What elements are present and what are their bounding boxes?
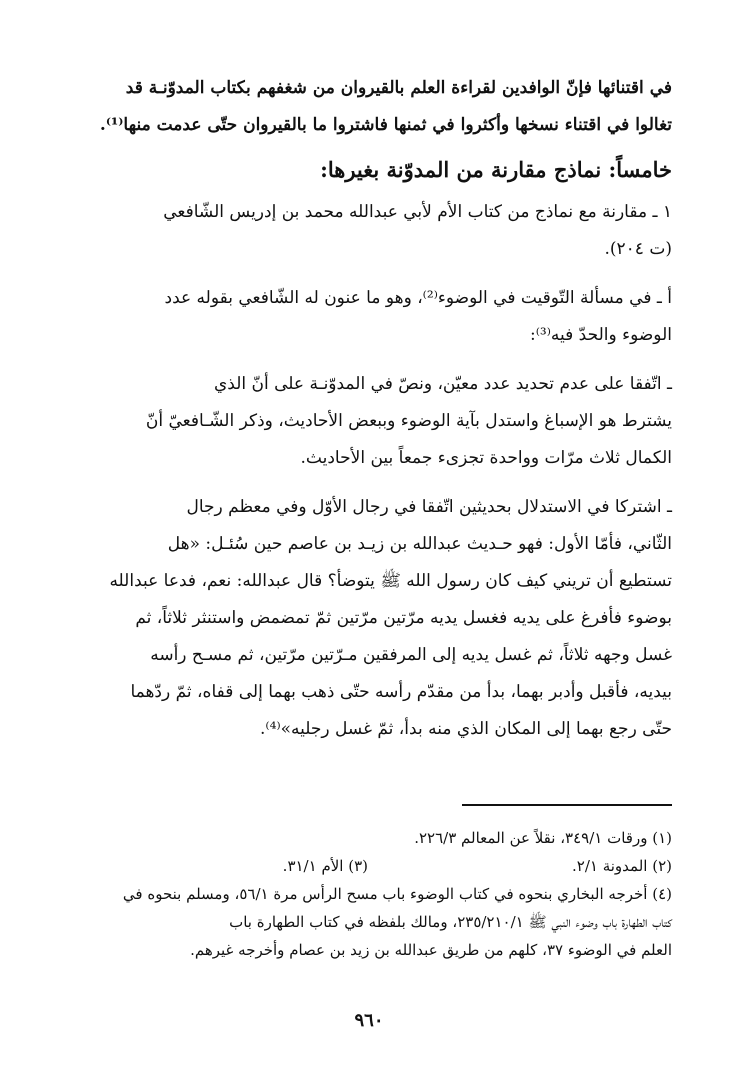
text-line: أ ـ في مسألة التّوقيت في الوضوء⁽²⁾، وهو ما عنون له الشّافعي بقوله عدد — [164, 288, 672, 308]
footnotes — [64, 824, 672, 964]
page-number: ٩٦٠ — [354, 1010, 384, 1031]
text-line: ـ اتّفقا على عدم تحديد عدد معيّن، ونصّ في المدوّنـة على أنّ الذي — [213, 374, 672, 394]
footnote-3: (٣) الأم ٣١/١. — [282, 857, 368, 875]
section-heading-label: خامساً: — [608, 157, 672, 182]
text-line: الكمال ثلاث مرّات وواحدة تجزىء جمعاً بين الأحاديث. — [300, 448, 672, 468]
text-line: في اقتنائها فإنّ الوافدين لقراءة العلم بالقيروان من شغفهم بكتاب المدوّنـة قد — [125, 78, 672, 98]
text-line: بيديه، فأقبل وأدبر بهما، بدأ من مقدّم رأسه حتّى ذهب بهما إلى قفاه، ثمّ ردّهما — [130, 682, 672, 702]
text-line: يشترط هو الإسباغ واستدل بآية الوضوء وببعض الأحاديث، وذكر الشّـافعيّ أنّ — [145, 411, 672, 431]
paragraph-1 — [64, 194, 672, 268]
paragraph-hadith — [64, 489, 672, 748]
footnote-4-line: كتاب الطهارة باب وضوء النبي ﷺ ٢٣٥/٢١٠/١، ومالك بلفظه في كتاب الطهارة باب — [229, 913, 672, 931]
section-heading — [64, 150, 672, 190]
text-line: حتّى رجع بهما إلى المكان الذي منه بدأ، ثمّ غسل رجليه»⁽⁴⁾. — [260, 719, 672, 739]
paragraph-agreement — [64, 366, 672, 477]
text-line: ـ اشتركا في الاستدلال بحديثين اتّفقا في رجال الأوّل وفي معظم رجال — [186, 497, 672, 517]
paragraph-a — [64, 280, 672, 354]
footnote-4-line: (٤) أخرجه البخاري بنحوه في كتاب الوضوء باب مسح الرأس مرة ٥٦/١، ومسلم بنحوه في — [122, 885, 672, 903]
intro-paragraph — [64, 70, 672, 144]
text-line: الوضوء والحدّ فيه⁽³⁾: — [530, 325, 672, 345]
text-line: ١ ـ مقارنة مع نماذج من كتاب الأم لأبي عبدالله محمد بن إدريس الشّافعي — [163, 202, 672, 222]
text-line: تستطيع أن تريني كيف كان رسول الله ﷺ يتوضأ؟ قال عبدالله: نعم، فدعا عبدالله — [109, 571, 672, 591]
text-line: تغالوا في اقتناء نسخها وأكثروا في ثمنها فاشتروا ما بالقيروان حتّى عدمت منها⁽¹⁾. — [99, 115, 672, 135]
footnote-divider — [462, 804, 672, 806]
text-line: (ت ٢٠٤). — [604, 239, 672, 259]
footnote-row — [64, 852, 672, 880]
footnote-1: (١) ورقات ٣٤٩/١، نقلاً عن المعالم ٢٢٦/٣. — [414, 829, 672, 847]
text-line: الثّاني، فأمّا الأول: فهو حـديث عبدالله بن زيـد بن عاصم حين سُئـل: «هل — [167, 534, 672, 554]
text-line: غسل وجهه ثلاثاً، ثم غسل يديه إلى المرفقين مـرّتين مرّتين، ثم مسـح رأسه — [150, 645, 672, 665]
text-line: بوضوء فأفرغ على يديه فغسل يديه مرّتين مرّتين ثمّ تمضمض واستنثر ثلاثاً، ثم — [135, 608, 672, 628]
section-heading-text: نماذج مقارنة من المدوّنة بغيرها: — [320, 157, 602, 182]
footnote-4-line: العلم في الوضوء ٣٧، كلهم من طريق عبدالله بن زيد بن عصام وأخرجه غيرهم. — [190, 941, 672, 959]
footnote-2: (٢) المدونة ٢/١. — [571, 857, 672, 875]
